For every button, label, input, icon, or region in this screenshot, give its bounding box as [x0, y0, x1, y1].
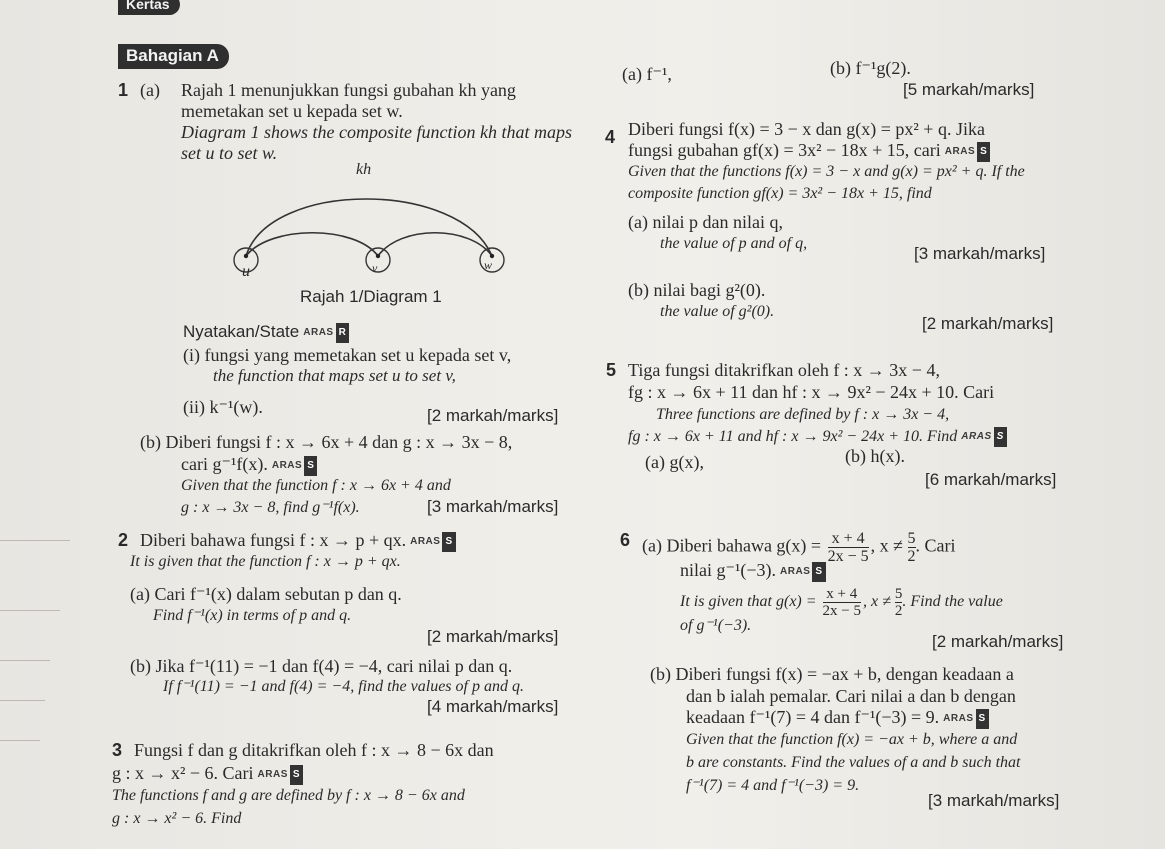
- q3-marks: [5 markah/marks]: [903, 80, 1035, 99]
- book-label: Kertas: [118, 0, 180, 15]
- q1b-en2: g : x → 3x − 8, find g⁻¹f(x).: [181, 499, 360, 516]
- q3-en1: The functions f and g are defined by f : x → 8 − 6x and: [112, 787, 465, 804]
- q2b-en: If f⁻¹(11) = −1 and f(4) = −4, find the values of p and q.: [163, 678, 524, 695]
- q2b-ms: (b) Jika f⁻¹(11) = −1 dan f(4) = −4, cari nilai p dan q.: [130, 656, 513, 676]
- q1-i-en: the function that maps set u to set v,: [213, 366, 456, 385]
- q5-ms1: Tiga fungsi ditakrifkan oleh f : x → 3x − 4,: [628, 360, 940, 380]
- q1-ii: (ii) k⁻¹(w).: [183, 397, 263, 417]
- q6a-en-fraction: $\frac{x + 4}{2x - 5}$: [822, 586, 862, 619]
- q3b: (b) f⁻¹g(2).: [830, 58, 911, 78]
- level-tag: ARAS S: [780, 562, 826, 582]
- q4b-ms: (b) nilai bagi g²(0).: [628, 280, 766, 300]
- q6b-ms2: dan b ialah pemalar. Cari nilai a dan b dengan: [686, 686, 1016, 706]
- q4-en1: Given that the functions f(x) = 3 − x and g(x) = px² + q. If the: [628, 163, 1025, 180]
- state-label: Nyatakan/State ARAS R: [183, 322, 349, 343]
- q2-en: It is given that the function f : x → p + qx.: [130, 553, 401, 570]
- q4-ms1: Diberi fungsi f(x) = 3 − x dan g(x) = px² + q. Jika: [628, 119, 985, 139]
- level-tag: ARAS S: [945, 142, 991, 162]
- q2a-marks: [2 markah/marks]: [427, 627, 559, 646]
- q5-ms2: fg : x → 6x + 11 dan hf : x → 9x² − 24x + 10. Cari: [628, 382, 995, 402]
- q1a-text-ms-line1: Rajah 1 menunjukkan fungsi gubahan kh yang: [181, 80, 516, 100]
- diagram-label-u: u: [242, 263, 250, 280]
- q1a-text-ms-line2: memetakan set u kepada set w.: [181, 101, 403, 121]
- q2b-marks: [4 markah/marks]: [427, 697, 559, 716]
- q5a: (a) g(x),: [645, 452, 704, 472]
- margin-rule: [0, 540, 70, 541]
- k-arc: [246, 233, 378, 256]
- q6-number: 6: [620, 530, 631, 550]
- q1-i-ms: (i) fungsi yang memetakan set u kepada set v,: [183, 345, 512, 365]
- q6a-ms: (a) Diberi bahawa g(x) = $\frac{x + 4}{2x - 5}$ , x ≠ $\frac{5}{2}$ . Cari: [642, 530, 956, 565]
- margin-rule: [0, 740, 40, 741]
- q1a-label: (a): [140, 80, 160, 100]
- q1b-en1: Given that the function f : x → 6x + 4 and: [181, 477, 451, 494]
- q6b-en1: Given that the function f(x) = −ax + b, where a and: [686, 731, 1018, 748]
- q4-ms2: fungsi gubahan gf(x) = 3x² − 18x + 15, cari ARAS S: [628, 140, 990, 162]
- q2a-ms: (a) Cari f⁻¹(x) dalam sebutan p dan q.: [130, 584, 402, 604]
- q3-ms1: Fungsi f dan g ditakrifkan oleh f : x → 8 − 6x dan: [134, 740, 494, 760]
- q6a-fraction: $\frac{x + 4}{2x - 5}$: [827, 530, 869, 565]
- q5-en2: fg : x → 6x + 11 and hf : x → 9x² − 24x + 10. Find ARAS S: [628, 427, 1007, 447]
- q5-en1: Three functions are defined by f : x → 3x − 4,: [656, 406, 950, 423]
- q1-number: 1: [118, 80, 129, 100]
- margin-rule: [0, 700, 45, 701]
- h-arc: [378, 233, 492, 256]
- q3-number: 3: [112, 740, 123, 760]
- q4b-en: the value of g²(0).: [660, 303, 775, 320]
- q4-number: 4: [605, 127, 616, 147]
- q6a-marks: [2 markah/marks]: [932, 632, 1064, 651]
- q6a-en: It is given that g(x) = $\frac{x + 4}{2x - 5}$ , x ≠ $\frac{5}{2}$ . Find the value: [680, 586, 1003, 619]
- q6b-en2: b are constants. Find the values of a and b such that: [686, 754, 1021, 771]
- level-tag: ARAS R: [303, 323, 349, 343]
- section-label: Bahagian A: [118, 44, 229, 69]
- q6b-ms1: (b) Diberi fungsi f(x) = −ax + b, dengan keadaan a: [650, 664, 1014, 684]
- q4b-marks: [2 markah/marks]: [922, 314, 1054, 333]
- q3a: (a) f⁻¹,: [622, 64, 672, 84]
- q6b-en3: f⁻¹(7) = 4 and f⁻¹(−3) = 9.: [686, 777, 860, 794]
- q1b-ms2: cari g⁻¹f(x). ARAS S: [181, 454, 317, 476]
- margin-rule: [0, 660, 50, 661]
- q6b-marks: [3 markah/marks]: [928, 791, 1060, 810]
- q1b-ms: (b) Diberi fungsi f : x → 6x + 4 dan g : x → 3x − 8,: [140, 432, 513, 452]
- q2-ms: Diberi bahawa fungsi f : x → p + qx. ARAS S: [140, 530, 456, 552]
- set-v-circle: [366, 248, 390, 272]
- q1a-text-en-line2: set u to set w.: [181, 143, 278, 163]
- diagram-label-w: w: [484, 258, 493, 272]
- q2-number: 2: [118, 530, 129, 550]
- q5-marks: [6 markah/marks]: [925, 470, 1057, 489]
- q4a-en: the value of p and of q,: [660, 235, 808, 252]
- q2a-en: Find f⁻¹(x) in terms of p and q.: [153, 607, 352, 624]
- diagram-caption: Rajah 1/Diagram 1: [300, 287, 442, 306]
- diagram-label-kh: kh: [356, 161, 372, 178]
- q4-en2: composite function gf(x) = 3x² − 18x + 15, find: [628, 185, 932, 202]
- q3-en2: g : x → x² − 6. Find: [112, 810, 242, 827]
- level-tag: ARAS S: [961, 427, 1007, 447]
- level-tag: ARAS S: [943, 709, 989, 729]
- q6a-cond-fraction: $\frac{5}{2}$: [907, 530, 916, 565]
- level-tag: ARAS S: [258, 765, 304, 785]
- q6a-ms2: nilai g⁻¹(−3). ARAS S: [680, 560, 826, 582]
- q1a-marks: [2 markah/marks]: [427, 406, 559, 425]
- q5b: (b) h(x).: [845, 446, 905, 466]
- q3-ms2: g : x → x² − 6. Cari ARAS S: [112, 763, 303, 785]
- margin-rule: [0, 610, 60, 611]
- q4a-ms: (a) nilai p dan nilai q,: [628, 212, 783, 232]
- q1b-marks: [3 markah/marks]: [427, 497, 559, 516]
- q4a-marks: [3 markah/marks]: [914, 244, 1046, 263]
- level-tag: ARAS S: [410, 532, 456, 552]
- q6b-ms3: keadaan f⁻¹(7) = 4 dan f⁻¹(−3) = 9. ARAS S: [686, 707, 989, 729]
- q6a-en2: of g⁻¹(−3).: [680, 617, 752, 634]
- element-u-dot: [244, 254, 248, 258]
- q5-number: 5: [606, 360, 617, 380]
- q1a-text-en-line1: Diagram 1 shows the composite function kh that maps: [181, 122, 572, 142]
- q6a-en-cond-fraction: $\frac{5}{2}$: [894, 586, 903, 619]
- diagram-label-v: v: [372, 261, 378, 275]
- level-tag: ARAS S: [272, 456, 318, 476]
